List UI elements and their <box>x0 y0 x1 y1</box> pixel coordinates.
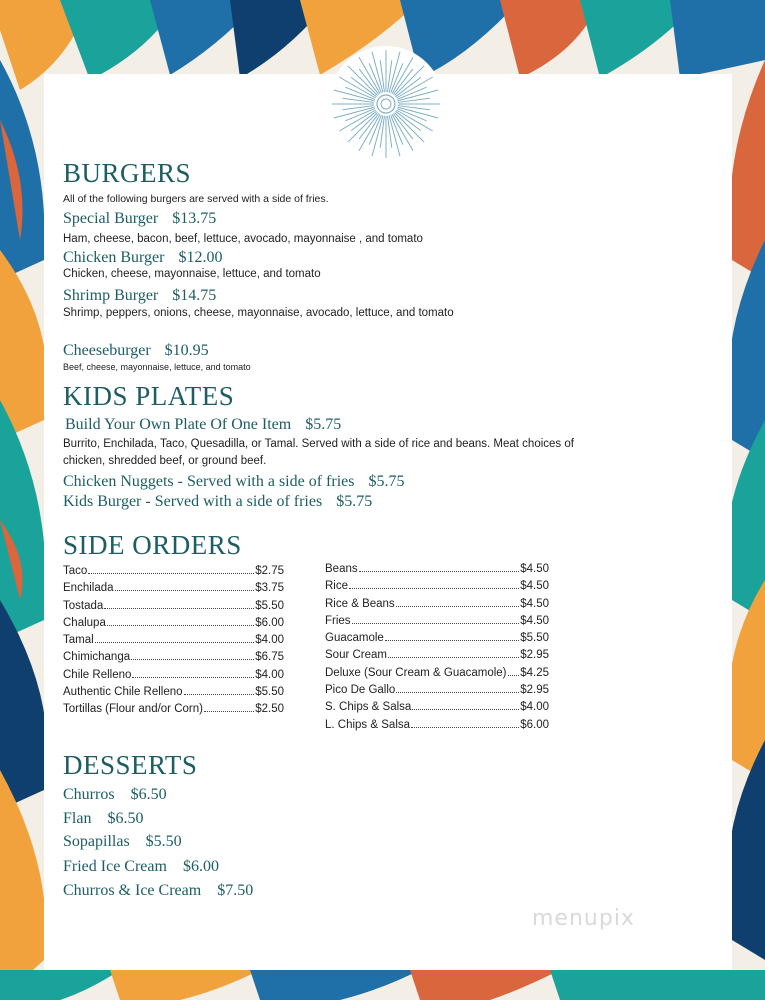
side-order-row <box>325 598 549 615</box>
dotted-leader <box>396 692 519 693</box>
side-order-name: Authentic Chile Relleno <box>63 686 183 699</box>
dotted-leader <box>132 677 254 678</box>
item-name: Flan <box>63 810 92 827</box>
side-order-name: Chimichanga <box>63 651 131 664</box>
item-name: Cheeseburger <box>63 342 151 359</box>
item-description: Burrito, Enchilada, Taco, Quesadilla, or Tamal. Served with a side of rice and beans. Meat choices of chicken, shredded beef, or ground beef. <box>63 438 574 467</box>
side-order-price: $2.50 <box>255 703 284 716</box>
item-name: Chicken Burger <box>63 249 165 266</box>
dotted-leader <box>411 727 519 728</box>
side-order-row <box>63 565 284 582</box>
side-order-price: $4.00 <box>255 668 284 681</box>
side-order-name: Fries <box>325 614 351 627</box>
item-description: Ham, cheese, bacon, beef, lettuce, avocado, mayonnaise , and tomato <box>63 233 423 245</box>
dotted-leader <box>204 711 254 712</box>
side-order-price: $4.25 <box>520 666 549 679</box>
side-orders-right-column <box>325 563 549 736</box>
side-order-name: Tortillas (Flour and/or Corn) <box>63 703 203 716</box>
item-name: Chicken Nuggets - Served with a side of fries <box>63 473 355 490</box>
side-order-price: $2.75 <box>255 565 284 577</box>
side-order-row <box>63 669 284 686</box>
side-order-price: $5.50 <box>520 632 549 645</box>
side-order-row <box>63 617 284 634</box>
item-name: Sopapillas <box>63 833 130 850</box>
side-order-row <box>325 615 549 632</box>
side-order-price: $4.00 <box>255 634 284 647</box>
dotted-leader <box>385 640 519 641</box>
side-order-price: $5.50 <box>255 599 284 612</box>
dotted-leader <box>388 657 519 658</box>
side-order-name: Guacamole <box>325 632 384 645</box>
dotted-leader <box>352 623 520 624</box>
item-name: Shrimp Burger <box>63 287 159 304</box>
dotted-leader <box>396 606 520 607</box>
side-order-name: Beans <box>325 563 358 575</box>
side-order-row <box>63 634 284 651</box>
side-order-row <box>325 563 549 580</box>
burgers-heading: BURGERS <box>63 158 192 188</box>
item-name: Kids Burger - Served with a side of fries <box>63 493 323 510</box>
side-order-row <box>63 686 284 703</box>
side-order-price: $6.00 <box>255 616 284 629</box>
side-order-price: $5.50 <box>255 686 284 699</box>
side-order-price: $3.75 <box>255 582 284 595</box>
dessert-item <box>63 882 253 900</box>
menu-item-cheeseburger <box>63 342 209 360</box>
side-order-name: Enchilada <box>63 582 114 595</box>
desserts-heading: DESSERTS <box>63 750 198 780</box>
dotted-leader <box>359 571 520 572</box>
side-orders-heading: SIDE ORDERS <box>63 530 242 560</box>
dessert-item <box>63 858 219 876</box>
side-order-name: S. Chips & Salsa <box>325 701 412 714</box>
menu-item-build-your-own-plate <box>65 416 341 434</box>
side-order-name: Tamal <box>63 634 94 647</box>
dessert-item <box>63 833 182 851</box>
side-order-name: Rice <box>325 580 349 593</box>
item-name: Special Burger <box>63 210 159 227</box>
side-order-price: $4.50 <box>520 597 549 610</box>
item-description: Shrimp, peppers, onions, cheese, mayonnaise, avocado, lettuce, and tomato <box>63 307 454 319</box>
item-name: Fried Ice Cream <box>63 858 167 875</box>
side-order-row <box>63 703 284 720</box>
sunburst-icon <box>326 44 446 164</box>
item-price: $6.50 <box>107 810 144 827</box>
side-order-row <box>63 600 284 617</box>
side-order-name: Taco <box>63 565 88 577</box>
item-price: $10.95 <box>164 342 209 359</box>
menu-item-shrimp-burger <box>63 287 216 305</box>
side-order-row <box>63 651 284 668</box>
side-order-row <box>325 632 549 649</box>
item-name: Build Your Own Plate Of One Item <box>65 416 292 433</box>
side-order-row <box>63 582 284 599</box>
side-order-price: $4.00 <box>520 701 549 714</box>
item-price: $14.75 <box>172 287 217 304</box>
kids-plates-heading: KIDS PLATES <box>63 381 235 411</box>
item-price: $5.50 <box>145 833 182 850</box>
item-name: Churros <box>63 786 115 803</box>
item-price: $6.50 <box>130 786 167 803</box>
side-order-name: Sour Cream <box>325 649 387 662</box>
side-order-name: Pico De Gallo <box>325 684 396 697</box>
side-order-row <box>325 684 549 701</box>
side-order-price: $4.50 <box>520 580 549 593</box>
item-description: Beef, cheese, mayonnaise, lettuce, and tomato <box>63 362 251 372</box>
menu-item-chicken-burger <box>63 249 222 267</box>
dotted-leader <box>115 590 255 591</box>
burgers-intro: All of the following burgers are served with a side of fries. <box>63 193 329 205</box>
item-name: Churros & Ice Cream <box>63 882 202 899</box>
menupix-watermark: menupix <box>532 906 635 931</box>
side-order-name: Chalupa <box>63 616 106 629</box>
dotted-leader <box>349 588 519 589</box>
side-order-row <box>325 649 549 666</box>
dotted-leader <box>95 642 255 643</box>
side-order-name: Deluxe (Sour Cream & Guacamole) <box>325 666 507 679</box>
side-order-price: $2.95 <box>520 684 549 697</box>
item-price: $13.75 <box>172 210 217 227</box>
menu-item-kids-burger <box>63 493 372 511</box>
side-order-price: $6.00 <box>520 718 549 731</box>
side-order-row <box>325 719 549 736</box>
item-price: $5.75 <box>305 416 342 433</box>
side-order-name: L. Chips & Salsa <box>325 718 411 731</box>
item-price: $6.00 <box>182 858 219 875</box>
dotted-leader <box>131 659 254 660</box>
side-order-price: $4.50 <box>520 614 549 627</box>
menu-item-special-burger <box>63 210 216 228</box>
dotted-leader <box>184 694 255 695</box>
menu-item-chicken-nuggets <box>63 473 404 491</box>
side-order-name: Tostada <box>63 599 104 612</box>
item-price: $5.75 <box>368 473 405 490</box>
side-order-price: $6.75 <box>255 651 284 664</box>
item-price: $5.75 <box>336 493 373 510</box>
dotted-leader <box>88 573 254 574</box>
side-order-price: $4.50 <box>520 563 549 575</box>
dotted-leader <box>412 709 519 710</box>
dessert-item <box>63 810 143 828</box>
item-price: $7.50 <box>217 882 254 899</box>
item-description: Chicken, cheese, mayonnaise, lettuce, and tomato <box>63 268 321 280</box>
item-price: $12.00 <box>178 249 223 266</box>
side-order-row <box>325 667 549 684</box>
dotted-leader <box>508 675 520 676</box>
side-orders-left-column <box>63 565 284 721</box>
side-order-price: $2.95 <box>520 649 549 662</box>
side-order-row <box>325 580 549 597</box>
dotted-leader <box>104 608 254 609</box>
side-order-row <box>325 701 549 718</box>
dotted-leader <box>107 625 254 626</box>
menu-card <box>44 74 732 970</box>
dessert-item <box>63 786 167 804</box>
side-order-name: Chile Relleno <box>63 668 132 681</box>
side-order-name: Rice & Beans <box>325 597 395 610</box>
